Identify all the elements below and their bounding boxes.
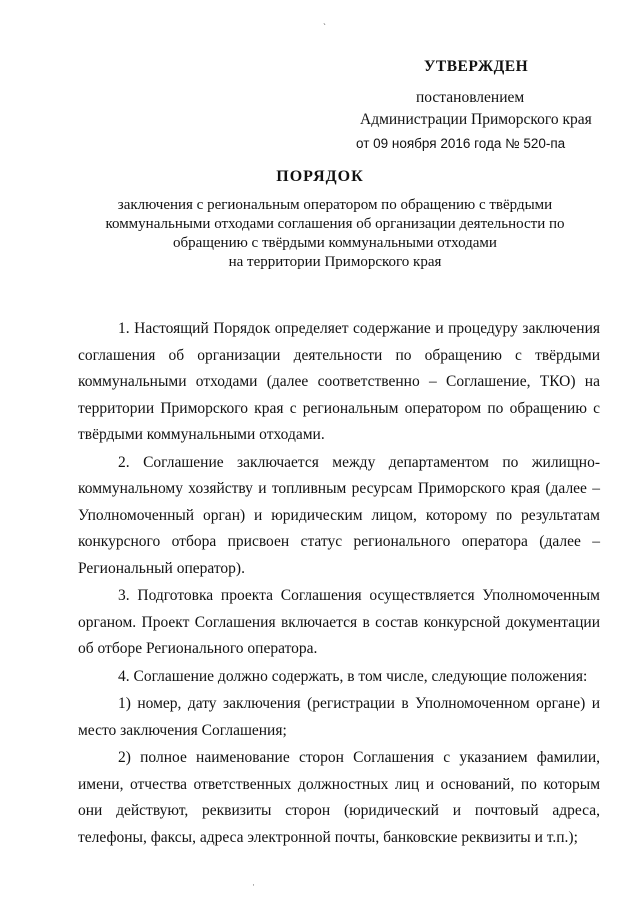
document-subtitle xyxy=(90,196,580,272)
approval-heading: УТВЕРЖДЕН xyxy=(424,58,529,75)
approval-block xyxy=(356,56,616,155)
paragraph-4: 4. Соглашение должно содержать, в том числе, следующие положения: xyxy=(118,667,588,685)
paragraph-1: 1. Настоящий Порядок определяет содержание и процедуру заключения соглашения об организации деятельности по обращению с твёрдыми коммунальными отходами (далее соответственно – Соглашение, ТКО) на территории Приморского края с региональным оператором по обращению с твёрдыми коммунальными отходами. xyxy=(78,320,600,443)
document-body xyxy=(78,316,600,852)
paragraph-2: 2. Соглашение заключается между департаментом по жилищно-коммунальному хозяйству и топливным ресурсам Приморского края (далее – Уполномоченный орган) и юридическим лицом, которому по результатам конкурсного отбора присвоен статус регионального оператора (далее – Региональный оператор). xyxy=(78,453,600,577)
subtitle-line: коммунальными отходами соглашения об организации деятельности по xyxy=(105,216,565,232)
subtitle-line: обращению с твёрдыми коммунальными отходами xyxy=(173,235,497,251)
document-title: ПОРЯДОК xyxy=(276,168,364,185)
paragraph-4-item-1: 1) номер, дату заключения (регистрации в Уполномоченном органе) и место заключения Соглашения; xyxy=(78,695,600,739)
scan-mark: · xyxy=(252,880,255,890)
approval-line-1: постановлением xyxy=(416,89,525,106)
subtitle-line: на территории Приморского края xyxy=(228,254,442,270)
paragraph-4-item-2: 2) полное наименование сторон Соглашения с указанием фамилии, имени, отчества ответственных должностных лиц и оснований, по которым они действуют, реквизиты сторон (юридический и почтовый адреса, телефоны, факсы, адреса электронной почты, банковские реквизиты и т.п.); xyxy=(78,749,600,846)
approval-line-2: Администрации Приморского края xyxy=(360,111,592,128)
subtitle-line: заключения с региональным оператором по обращению с твёрдыми xyxy=(117,197,553,213)
scan-mark: ` xyxy=(323,22,326,32)
approval-line-3: от 09 ноября 2016 года № 520-па xyxy=(356,136,566,151)
paragraph-3: 3. Подготовка проекта Соглашения осуществляется Уполномоченным органом. Проект Соглашения включается в состав конкурсной документации об отборе Регионального оператора. xyxy=(78,587,600,657)
